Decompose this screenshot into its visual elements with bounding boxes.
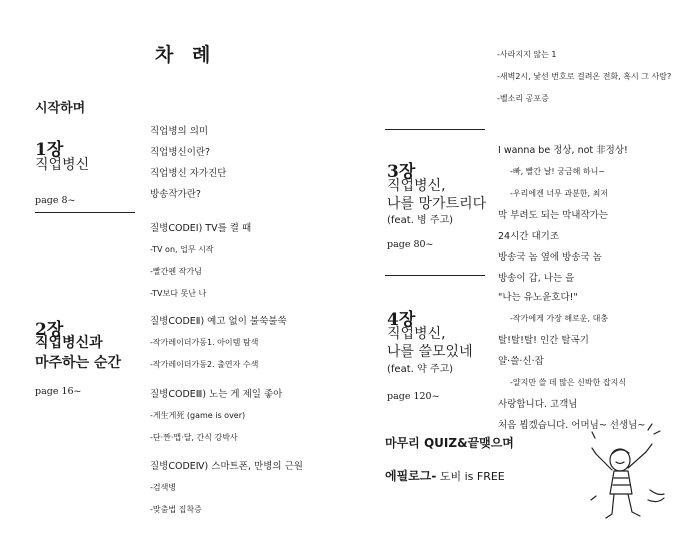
- chapter1-name: 직업병신: [35, 157, 90, 173]
- disease-code-2: [150, 311, 287, 376]
- list-item: 직업병의 의미: [150, 126, 209, 137]
- chapter4-name-line3: (feat. 약 주고): [387, 364, 454, 375]
- chapter1-number: 1장: [35, 140, 64, 160]
- disease-code-1: [150, 218, 251, 305]
- epilogue-heading: [385, 467, 505, 484]
- list-item-head: 질병CODEⅠ) TV를 켤 때: [150, 223, 252, 234]
- list-item: -게生게死 (game is over): [150, 411, 246, 420]
- chapter4-top-divider: [385, 275, 485, 276]
- chapter4-items: [498, 287, 645, 436]
- flying-person-illustration: [588, 418, 670, 530]
- list-item: 방송이 갑, 나는 을: [498, 273, 575, 284]
- epilogue-label: 에필로그-: [385, 469, 437, 483]
- chapter2-number: 2장: [35, 320, 64, 340]
- chapter1-page: page 8~: [35, 195, 76, 206]
- list-item: -빠, 빨간 날! 궁금해 하니~: [510, 167, 606, 176]
- chapter4-name-line2: 나를 쓸모있네: [387, 344, 473, 360]
- list-item: 직업병신 자가진단: [150, 168, 227, 179]
- list-item: 직업병신이란?: [150, 147, 211, 158]
- list-item: -벨소리 공포증: [497, 94, 549, 103]
- list-item: 탈!탈!탈! 인간 탈곡기: [498, 335, 589, 346]
- list-item-head: 질병CODEⅢ) 노는 게 제일 좋아: [150, 389, 283, 400]
- chapter3-items: [498, 140, 628, 289]
- chapter2-name-line2: 마주하는 순간: [35, 355, 122, 371]
- list-item: -검색병: [150, 483, 177, 492]
- list-item-head: 질병CODEⅡ) 예고 없이 불쑥불쑥: [150, 316, 287, 327]
- list-item: -단·짠·맵·달, 간식 강박사: [150, 433, 238, 442]
- list-item: 처음 뵙겠습니다. 어머님~ 선생님~: [498, 420, 646, 431]
- chapter3-top-divider: [385, 129, 485, 130]
- list-item: -작가에게 가장 해로운, 대충: [510, 314, 609, 323]
- chapter3-name-line1: 직업병신,: [387, 178, 446, 194]
- chapter2-page: page 16~: [35, 386, 82, 397]
- list-item: -새벽2시, 낯선 번호로 걸려온 전화, 혹시 그 사람?: [497, 72, 672, 81]
- page-title: 차 례: [155, 44, 217, 66]
- list-item: 방송작가란?: [150, 189, 201, 200]
- list-item: -사라지지 않는 1: [497, 50, 557, 59]
- disease-code-4: [150, 456, 303, 521]
- chapter1-items: [150, 121, 226, 205]
- list-item: I wanna be 정상, not 非정상!: [498, 145, 628, 156]
- list-item: 방송국 놈 옆에 방송국 놈: [498, 252, 602, 263]
- list-item: 사랑합니다. 고객님: [498, 399, 578, 410]
- list-item: 막 부려도 되는 막내작가는: [498, 210, 609, 221]
- list-item: -빨간펜 작가님: [150, 267, 202, 276]
- chapter4-number: 4장: [387, 310, 416, 330]
- chapter3-name-line3: (feat. 병 주고): [387, 215, 454, 226]
- chapter2-name-line1: 직업병신과: [35, 335, 103, 351]
- list-item: -TV on, 업무 시작: [150, 245, 214, 254]
- chapter4-page: page 120~: [387, 391, 440, 402]
- chapter1-divider: [35, 212, 135, 213]
- list-item: -맞춤법 집착증: [150, 505, 202, 514]
- chapter3-page: page 80~: [387, 239, 434, 250]
- chapter3-number: 3장: [387, 162, 416, 182]
- list-item: -TV보다 못난 나: [150, 289, 207, 298]
- list-item: -작가레이더가동2. 출연자 수색: [150, 360, 259, 369]
- right-top-items: [497, 44, 671, 110]
- disease-code-3: [150, 384, 282, 449]
- chapter4-name-line1: 직업병신,: [387, 326, 446, 342]
- chapter3-name-line2: 나를 망가트리다: [387, 196, 487, 212]
- list-item: "나는 유노윤호다!": [498, 292, 578, 303]
- quiz-heading: 마무리 QUIZ&끝맺으며: [385, 436, 514, 450]
- list-item-head: 질병CODEⅣ) 스마트폰, 만병의 근원: [150, 461, 303, 472]
- list-item: 얄·쓸·신·잡: [498, 356, 544, 367]
- intro-heading: 시작하며: [35, 101, 86, 116]
- epilogue-title: 도비 is FREE: [436, 470, 505, 483]
- list-item: 24시간 대기조: [498, 231, 559, 242]
- list-item: -작가레이더가동1. 아이템 탐색: [150, 338, 259, 347]
- list-item: -우리에겐 너무 과분한, 최저: [510, 189, 609, 198]
- list-item: -얄지만 쓸 데 많은 신박한 잡지식: [510, 378, 627, 387]
